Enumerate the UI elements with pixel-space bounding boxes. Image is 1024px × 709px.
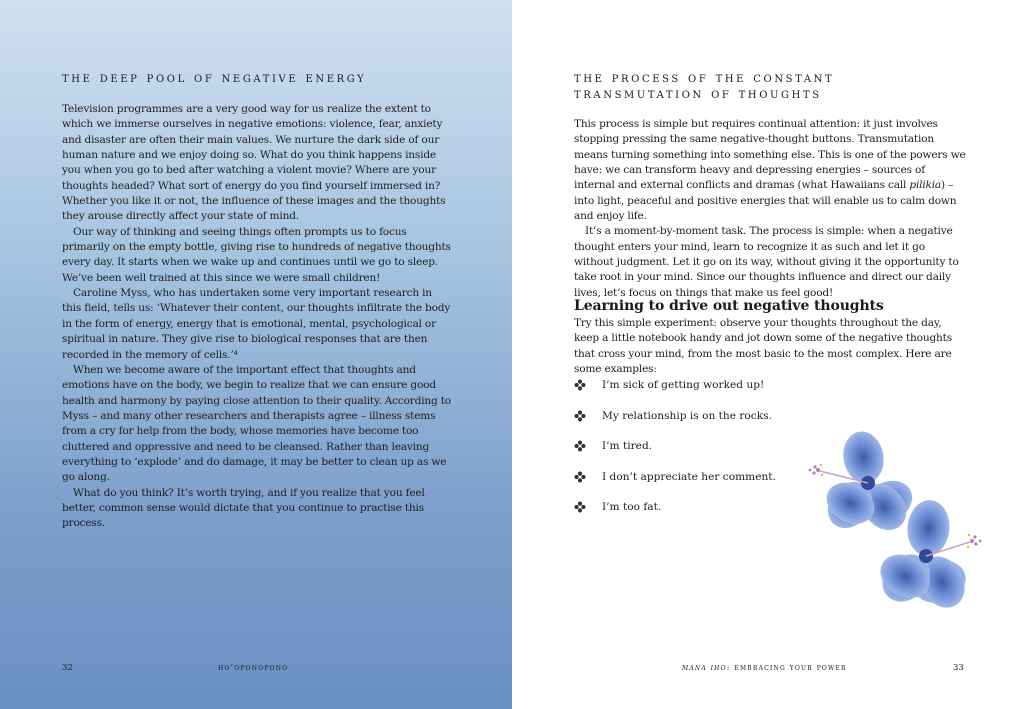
left-body xyxy=(62,102,454,532)
running-head-italic: mana iho xyxy=(682,663,727,672)
page-number-left: 32 xyxy=(62,663,73,673)
paragraph: Caroline Myss, who has undertaken some very important research in this field, tells us: ‘Whatever their content, our thoughts infiltrate the body in the form of energy, energy that is emotional, mental, psychological or spiritual in nature. They give rise to biological responses that are then recorded in the memory of cells.’⁴ xyxy=(62,287,451,361)
example-text: My relationship is on the rocks. xyxy=(602,409,772,422)
paragraph: What do you think? It’s worth trying, and if you realize that you feel better, common sense would dictate that you continue to practise this process. xyxy=(62,486,425,530)
list-item xyxy=(574,409,776,440)
paragraph: Try this simple experiment: observe your thoughts throughout the day, keep a little notebook handy and jot down some of the negative thoughts that cross your mind, from the most basic to the most complex. Here are some examples: xyxy=(574,317,952,376)
right-body-top xyxy=(574,117,966,301)
left-heading: the deep pool of negative energy xyxy=(62,70,367,86)
example-text: I’m tired. xyxy=(602,440,653,453)
running-head-left: ho’oponopono xyxy=(218,663,289,672)
subheading: Learning to drive out negative thoughts xyxy=(574,298,884,314)
list-item xyxy=(574,439,776,470)
examples-list xyxy=(574,378,776,531)
right-heading-line-1: the process of the constant xyxy=(574,70,835,86)
upper-flower-icon xyxy=(809,428,920,539)
right-heading-line-2: transmutation of thoughts xyxy=(574,86,822,102)
running-head-right xyxy=(682,663,847,672)
paragraph: When we become aware of the important effect that thoughts and emotions have on the body, we begin to realize that we can ensure good health and harmony by paying close attention to their quality. According to Myss – and many other researchers and therapists agree – illness stems from a cry for help from the body, whose memories have become too cluttered and oppressive and need to be cleansed. Rather than leaving everything to ‘explode’ and do damage, it may be better to clean up as we go along. xyxy=(62,363,451,484)
paragraph: Our way of thinking and seeing things often prompts us to focus primarily on the empty bottle, giving rise to hundreds of negative thoughts every day. It starts when we wake up and continues until we go to sleep. We’ve been well trained at this since we were small children! xyxy=(62,225,451,284)
paragraph: Television programmes are a very good way for us realize the extent to which we immerse ourselves in negative emotions: violence, fear, anxiety and disaster are often their main values. We nurture the dark side of our human nature and we enjoy doing so. What do you think happens inside you when you go to bed after watching a violent movie? Where are your thoughts headed? What sort of energy do you find yourself immersed in? Whether you like it or not, the influence of these images and the thoughts they arouse directly affect your state of mind. xyxy=(62,103,446,223)
paragraph xyxy=(574,117,966,224)
flower-icon xyxy=(574,501,586,513)
page-number-right: 33 xyxy=(953,663,964,673)
flower-icon xyxy=(574,410,586,422)
list-item xyxy=(574,500,776,531)
example-text: I’m sick of getting worked up! xyxy=(602,379,765,391)
paragraph-part: This process is simple but requires continual attention: it just involves stopping pressing the same negative-thought buttons. Transmutation means turning something into something else. This is one of the powers we have: we can transform heavy and depressing energies – sources of internal and external conflicts and dramas (what Hawaiians call xyxy=(574,118,966,192)
list-item xyxy=(574,470,776,501)
paragraph: It’s a moment-by-moment task. The process is simple: when a negative thought enters your mind, learn to recognize it as such and let it go without judgment. Let it go on its way, without giving it the opportunity to take root in your mind. Since our thoughts influence and direct our daily lives, let’s focus on things that make us feel good! xyxy=(574,225,959,299)
right-body-bottom xyxy=(574,316,966,377)
flower-icon xyxy=(574,440,586,452)
right-heading xyxy=(574,70,834,102)
list-item xyxy=(574,378,776,409)
flower-icon xyxy=(574,471,586,483)
example-text: I’m too fat. xyxy=(602,501,662,514)
running-head-rest: : embracing your power xyxy=(726,663,847,672)
hawaiian-term: pilikia xyxy=(909,179,942,192)
example-text: I don’t appreciate her comment. xyxy=(602,470,776,483)
flower-icon xyxy=(574,379,586,391)
hibiscus-illustration xyxy=(798,428,994,628)
paragraph-part: ) – into light, peaceful and positive energies that will enable us to calm down and enjoy life. xyxy=(574,179,957,223)
